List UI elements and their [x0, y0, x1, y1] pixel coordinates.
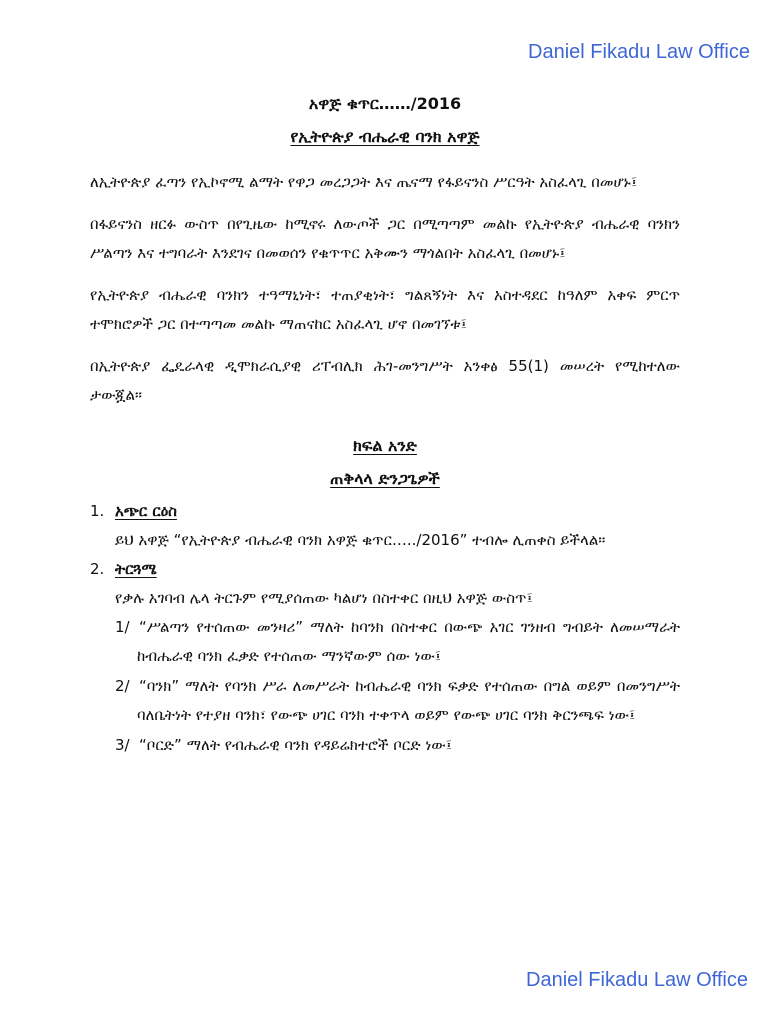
definition-item [115, 672, 680, 731]
part-title-text: ጠቅላላ ድንጋጌዎች [330, 468, 440, 488]
article-intro: የቃሉ አገባብ ሌላ ትርጉም የሚያሰጠው ካልሆነ በስተቀር በዚህ አዋጅ ውስጥ፤ [115, 588, 533, 607]
header-firm-name: Daniel Fikadu Law Office [528, 41, 750, 63]
article-body: ይህ አዋጅ “የኢትዮጵያ ብሔራዊ ባንክ አዋጅ ቁጥር…../2016” ተብሎ ሊጠቀስ ይችላል። [115, 530, 606, 549]
part-number [90, 431, 680, 461]
definition-item [115, 731, 680, 761]
article-heading-row [90, 555, 680, 584]
article-heading: ትርጓሜ [115, 559, 157, 578]
definition-item [115, 613, 680, 672]
preamble-paragraph-2: በፋይናንስ ዘርፉ ውስጥ በየጊዜው ከሚኖሩ ለውጦች ጋር በሚጣጣም መልኩ የኢትዮጵያ ብሔራዊ ባንክን ሥልጣን እና ተግባራት እንደገና በመወሰን የቁጥጥር አቅሙን ማጎልበት አስፈላጊ በመሆኑ፤ [90, 214, 680, 262]
definition-text: “ቦርድ” ማለት የብሔራዊ ባንክ የዳይሬክተሮች ቦርድ ነው፤ [139, 735, 452, 754]
article-number: 1. [90, 501, 105, 520]
definition-text: “ባንክ” ማለት የባንክ ሥራ ለመሥራት ከብሔራዊ ባንክ ፍቃድ የተሰጠው በግል ወይም በመንግሥት ባለቤትነት የተያዘ ባንክ፣ የውጭ ሀገር ባንክ ተቀጥላ ወይም የውጭ ሀገር ባንክ ቅርንጫፍ ነው፤ [137, 676, 680, 724]
preamble-paragraph-1: ለኢትዮጵያ ፈጣን የኢኮኖሚ ልማት የዋጋ መረጋጋት እና ጤናማ የፋይናንስ ሥርዓት አስፈላጊ በመሆኑ፤ [90, 173, 638, 191]
preamble-paragraph-3: የኢትዮጵያ ብሔራዊ ባንክን ተዓማኒነት፣ ተጠያቂነት፣ ግልጸኝነት እና አስተዳደር ከዓለም አቀፍ ምርጥ ተሞክሮዎች ጋር በተጣጣመ መልኩ ማጠናከር አስፈላጊ ሆኖ በመገኘቱ፤ [90, 285, 680, 333]
document-body [90, 89, 680, 760]
part-number-text: ክፍል አንድ [353, 435, 417, 455]
proclamation-title [90, 122, 680, 152]
definition-number: 2/ [115, 676, 130, 695]
proclamation-number: አዋጅ ቁጥር……/2016 [308, 94, 462, 113]
article-heading: አጭር ርዕስ [115, 501, 177, 520]
preamble-paragraph-4: በኢትዮጵያ ፌዴራላዊ ዲሞክራሲያዊ ሪፐብሊክ ሕገ-መንግሥት አንቀፅ 55(1) መሠረት የሚከተለው ታውጇል። [90, 356, 680, 404]
definition-number: 3/ [115, 735, 130, 754]
article-number: 2. [90, 559, 105, 578]
definition-text: “ሥልጣን የተሰጠው መንዛሪ” ማለት ከባንክ በስተቀር በውጭ አገር ገንዘብ ግብይት ለመሠማራት ከብሔራዊ ባንክ ፈቃድ የተሰጠው ማንኛውም ሰው ነው፤ [137, 617, 680, 665]
article-short-title [90, 497, 680, 555]
footer-firm-name: Daniel Fikadu Law Office [526, 969, 748, 991]
proclamation-title-text: የኢትዮጵያ ብሔራዊ ባንክ አዋጅ [290, 127, 480, 146]
article-definitions [90, 555, 680, 761]
definition-number: 1/ [115, 617, 130, 636]
part-title [90, 464, 680, 494]
article-heading-row [90, 497, 680, 526]
definition-list [115, 613, 680, 761]
